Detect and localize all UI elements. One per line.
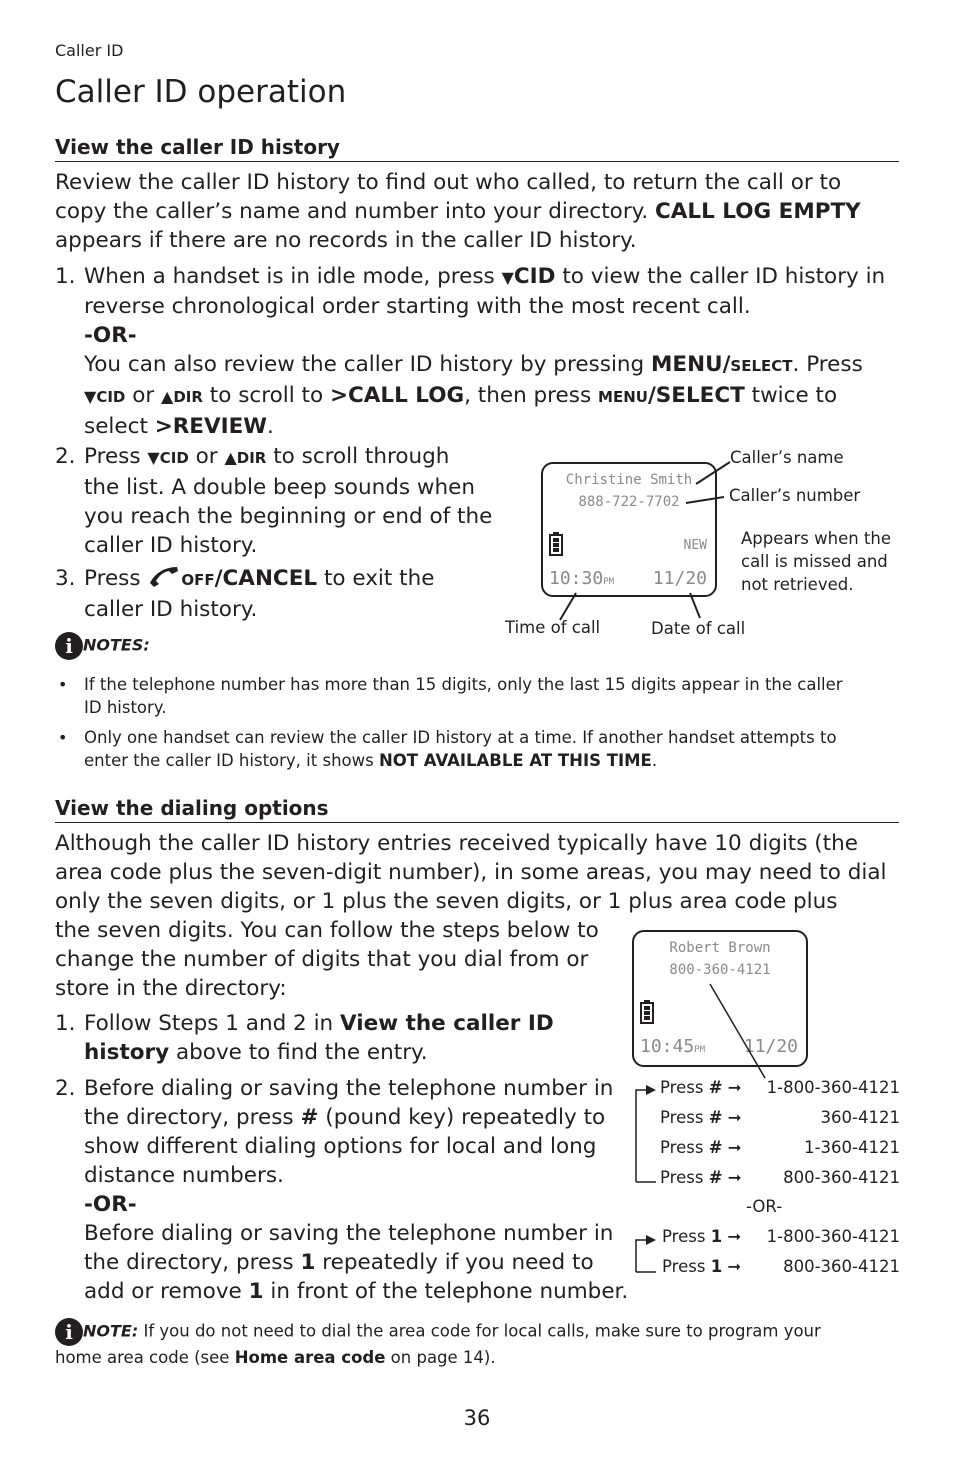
notes-label: NOTES: bbox=[83, 635, 150, 655]
page-number: 36 bbox=[463, 1406, 491, 1430]
screen-caller-number: 800-360-4121 bbox=[669, 962, 771, 978]
option-number: 360-4121 bbox=[820, 1108, 900, 1127]
link-text: history bbox=[84, 1040, 170, 1065]
text: to scroll to bbox=[202, 383, 330, 408]
text: copy the caller’s name and number into your directory. bbox=[55, 199, 655, 224]
intro-line: store in the directory: bbox=[55, 976, 287, 1001]
cid-key-label: CID bbox=[96, 388, 126, 406]
note-line bbox=[55, 1318, 925, 1346]
text: or bbox=[125, 383, 162, 408]
text: , then press bbox=[464, 383, 599, 408]
callout-line: not retrieved. bbox=[741, 575, 854, 594]
up-arrow-icon: ▲ bbox=[224, 448, 237, 467]
option-number: 1-360-4121 bbox=[804, 1138, 900, 1157]
info-icon: i bbox=[55, 1318, 83, 1346]
intro-line: the seven digits. You can follow the steps below to bbox=[55, 918, 599, 943]
text: to exit the bbox=[317, 566, 435, 591]
text: or bbox=[188, 444, 225, 469]
or-text: -OR- bbox=[84, 1192, 137, 1217]
text: the directory, press bbox=[84, 1250, 301, 1275]
not-available-text: NOT AVAILABLE AT THIS TIME bbox=[378, 751, 652, 770]
step-number: 2. bbox=[55, 444, 76, 469]
one-key-label: 1 bbox=[248, 1279, 264, 1304]
note-line: ID history. bbox=[84, 698, 167, 717]
area-code-note bbox=[55, 1318, 925, 1369]
step-line: Before dialing or saving the telephone number in bbox=[84, 1221, 614, 1246]
text: When a handset is in idle mode, press bbox=[84, 264, 502, 289]
review-text: >REVIEW bbox=[154, 414, 268, 439]
text: You can also review the caller ID history by pressing bbox=[84, 352, 652, 377]
section-heading-caller-id-history: View the caller ID history bbox=[55, 135, 899, 162]
option-key: # bbox=[708, 1168, 723, 1187]
dialing-options-one bbox=[662, 1227, 900, 1287]
screen-date: 11/20 bbox=[743, 1036, 798, 1057]
text: . bbox=[651, 751, 658, 770]
intro-line: Although the caller ID history entries received typically have 10 digits (the bbox=[55, 831, 858, 856]
callout-line: call is missed and bbox=[741, 552, 888, 571]
option-number: 1-800-360-4121 bbox=[766, 1227, 900, 1246]
callout-date-of-call: Date of call bbox=[651, 619, 746, 638]
down-arrow-icon: ▼ bbox=[501, 268, 514, 287]
text: select bbox=[84, 414, 155, 439]
cid-key-label: CID bbox=[513, 264, 556, 289]
option-row bbox=[662, 1257, 900, 1287]
intro-line: only the seven digits, or 1 plus the seven digits, or 1 plus area code plus bbox=[55, 889, 838, 914]
text: twice to bbox=[744, 383, 838, 408]
option-number: 800-360-4121 bbox=[783, 1257, 900, 1276]
cancel-key-label: /CANCEL bbox=[214, 566, 318, 591]
pm-indicator: PM bbox=[694, 1045, 706, 1055]
arrow-right-icon: ➞ bbox=[727, 1227, 742, 1246]
note-label: NOTE: bbox=[83, 1321, 139, 1341]
arrow-right-icon: ➞ bbox=[727, 1168, 742, 1187]
press-text: Press bbox=[660, 1168, 704, 1187]
step-number: 1. bbox=[55, 264, 76, 289]
option-number: 800-360-4121 bbox=[783, 1168, 900, 1187]
intro-line: change the number of digits that you dial from or bbox=[55, 947, 589, 972]
text: home area code (see bbox=[55, 1348, 235, 1367]
text: above to find the entry. bbox=[169, 1040, 428, 1065]
text: If you do not need to dial the area code for local calls, make sure to program your bbox=[138, 1321, 821, 1341]
link-text: View the caller ID bbox=[340, 1011, 554, 1036]
text: (pound key) repeatedly to bbox=[318, 1105, 606, 1130]
call-log-text: >CALL LOG bbox=[329, 383, 465, 408]
option-row bbox=[662, 1227, 900, 1257]
step-line: caller ID history. bbox=[84, 597, 258, 622]
time-value: 10:45 bbox=[640, 1036, 695, 1057]
step-line: you reach the beginning or end of the bbox=[84, 504, 493, 529]
screen-new-indicator: NEW bbox=[683, 538, 707, 553]
step-line: caller ID history. bbox=[84, 533, 258, 558]
callout-callers-number: Caller’s number bbox=[729, 486, 861, 505]
press-text: Press bbox=[662, 1227, 706, 1246]
menu-key-label: MENU/ bbox=[651, 352, 731, 377]
press-text: Press bbox=[660, 1078, 704, 1097]
option-key: 1 bbox=[710, 1257, 723, 1276]
dir-key-label: DIR bbox=[236, 449, 267, 467]
cid-key-label: CID bbox=[159, 449, 189, 467]
press-text: Press bbox=[660, 1138, 704, 1157]
option-key: # bbox=[708, 1078, 723, 1097]
bullet-icon: • bbox=[58, 675, 68, 694]
one-key-label: 1 bbox=[300, 1250, 316, 1275]
note-line: Only one handset can review the caller ID history at a time. If another handset attempts to bbox=[84, 728, 837, 747]
select-key-label: /SELECT bbox=[647, 383, 745, 408]
arrow-right-icon: ➞ bbox=[727, 1078, 742, 1097]
text: . bbox=[267, 414, 274, 439]
option-number: 1-800-360-4121 bbox=[766, 1078, 900, 1097]
step-number: 2. bbox=[55, 1076, 76, 1101]
step-number: 1. bbox=[55, 1011, 76, 1036]
home-area-code-link: Home area code bbox=[234, 1348, 386, 1367]
text: add or remove bbox=[84, 1279, 249, 1304]
breadcrumb: Caller ID bbox=[55, 41, 124, 60]
menu-key-label: MENU bbox=[598, 388, 648, 406]
screen-caller-name: Robert Brown bbox=[669, 940, 771, 956]
step-line: reverse chronological order starting with the most recent call. bbox=[84, 294, 751, 319]
note-line: If the telephone number has more than 15 digits, only the last 15 digits appear in the caller bbox=[84, 675, 843, 694]
text: enter the caller ID history, it shows bbox=[84, 751, 379, 770]
note-line bbox=[55, 1346, 925, 1369]
text: Press bbox=[84, 444, 148, 469]
text: . Press bbox=[792, 352, 863, 377]
step-line: the list. A double beep sounds when bbox=[84, 475, 475, 500]
down-arrow-icon: ▼ bbox=[84, 387, 97, 406]
time-value: 10:30 bbox=[549, 568, 604, 589]
callout-line: Appears when the bbox=[741, 529, 892, 548]
step-number: 3. bbox=[55, 566, 76, 591]
dialing-options-hash bbox=[660, 1078, 900, 1198]
callout-time-of-call: Time of call bbox=[505, 618, 601, 637]
intro-line: appears if there are no records in the caller ID history. bbox=[55, 228, 637, 253]
option-row bbox=[660, 1168, 900, 1198]
info-icon: i bbox=[55, 632, 83, 660]
step-line: Before dialing or saving the telephone number in bbox=[84, 1076, 614, 1101]
options-or-text: -OR- bbox=[746, 1197, 783, 1216]
arrow-right-icon: ➞ bbox=[727, 1257, 742, 1276]
press-text: Press bbox=[662, 1257, 706, 1276]
pound-key-label: # bbox=[300, 1105, 319, 1130]
screen-date: 11/20 bbox=[652, 568, 707, 589]
text: repeatedly if you need to bbox=[315, 1250, 594, 1275]
text: in front of the telephone number. bbox=[263, 1279, 629, 1304]
text: to view the caller ID history in bbox=[555, 264, 886, 289]
text: the directory, press bbox=[84, 1105, 301, 1130]
arrow-right-icon: ➞ bbox=[727, 1108, 742, 1127]
option-key: # bbox=[708, 1108, 723, 1127]
option-key: # bbox=[708, 1138, 723, 1157]
option-key: 1 bbox=[710, 1227, 723, 1246]
dir-key-label: DIR bbox=[173, 388, 203, 406]
text: Press bbox=[84, 566, 148, 591]
arrow-right-icon: ➞ bbox=[727, 1138, 742, 1157]
bullet-icon: • bbox=[58, 728, 68, 747]
off-key-label: OFF bbox=[181, 571, 215, 589]
intro-line: Review the caller ID history to find out who called, to return the call or to bbox=[55, 170, 842, 195]
option-row bbox=[660, 1108, 900, 1138]
option-row bbox=[660, 1138, 900, 1168]
call-log-empty-text: CALL LOG EMPTY bbox=[655, 199, 861, 224]
up-arrow-icon: ▲ bbox=[161, 387, 174, 406]
or-text: -OR- bbox=[84, 323, 137, 348]
screen-caller-name: Christine Smith bbox=[565, 472, 693, 488]
screen-caller-number: 888-722-7702 bbox=[578, 494, 680, 510]
text: Follow Steps 1 and 2 in bbox=[84, 1011, 341, 1036]
section-heading-dialing-options: View the dialing options bbox=[55, 796, 899, 823]
option-row bbox=[660, 1078, 900, 1108]
text: to scroll through bbox=[266, 444, 450, 469]
text: on page 14). bbox=[385, 1348, 496, 1367]
step-line: show different dialing options for local and long bbox=[84, 1134, 597, 1159]
select-key-label: SELECT bbox=[730, 357, 793, 375]
pm-indicator: PM bbox=[603, 577, 615, 587]
step-line: distance numbers. bbox=[84, 1163, 284, 1188]
intro-line: area code plus the seven-digit number), in some areas, you may need to dial bbox=[55, 860, 887, 885]
page-title: Caller ID operation bbox=[55, 74, 347, 110]
down-arrow-icon: ▼ bbox=[147, 448, 160, 467]
press-text: Press bbox=[660, 1108, 704, 1127]
callout-callers-name: Caller’s name bbox=[730, 448, 844, 467]
